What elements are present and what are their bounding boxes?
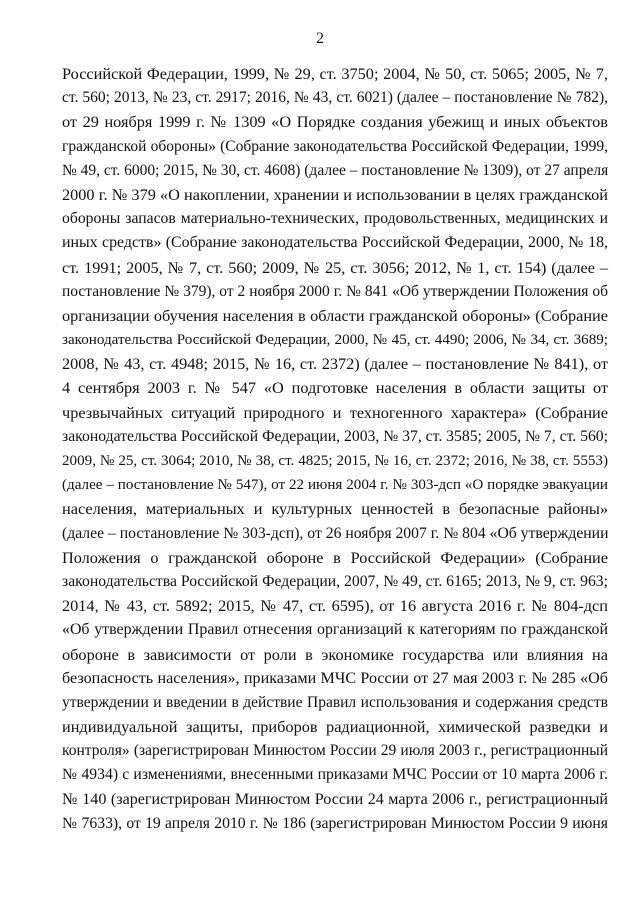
text-line: № 140 (зарегистрирован Минюстом России 24 марта 2006 г., регистрационный	[62, 790, 608, 808]
text-line: 2008, № 43, ст. 4948; 2015, № 16, ст. 2372) (далее – постановление № 841), от	[62, 354, 608, 374]
text-line: индивидуальной защиты, приборов радиационной, химической разведки и	[62, 717, 608, 737]
text-line: обороны запасов материально-технических, продовольственных, медицинских и	[62, 210, 608, 228]
text-line: 2009, № 25, ст. 3064; 2010, № 38, ст. 4825; 2015, № 16, ст. 2372; 2016, № 38, ст. 5553)	[62, 453, 608, 469]
text-line: утверждении и введении в действие Правил использования и содержания средств	[62, 693, 608, 711]
text-line: 2014, № 43, ст. 5892; 2015, № 47, ст. 6595), от 16 августа 2016 г. № 804-дсп	[62, 596, 608, 616]
text-line: Российской Федерации, 1999, № 29, ст. 3750; 2004, № 50, ст. 5065; 2005, № 7,	[62, 64, 608, 83]
text-line: № 4934) с изменениями, внесенными приказами МЧС России от 10 марта 2006 г.	[62, 766, 608, 784]
text-line: законодательства Российской Федерации, 2000, № 45, ст. 4490; 2006, № 34, ст. 3689;	[62, 332, 608, 349]
text-line: ст. 1991; 2005, № 7, ст. 560; 2009, № 25, ст. 3056; 2012, № 1, ст. 154) (далее –	[62, 257, 608, 277]
text-line: Положения о гражданской обороне в Российской Федерации» (Собрание	[62, 547, 608, 567]
text-line: № 7633), от 19 апреля 2010 г. № 186 (зарегистрирован Минюстом России 9 июня	[62, 814, 608, 832]
text-line: ст. 560; 2013, № 23, ст. 2917; 2016, № 43, ст. 6021) (далее – постановление № 782),	[62, 89, 608, 107]
text-line: организации обучения населения в области гражданской обороны» (Собрание	[62, 305, 608, 325]
text-line: № 49, ст. 6000; 2015, № 30, ст. 4608) (далее – постановление № 1309), от 27 апреля	[62, 161, 609, 179]
text-line: 2000 г. № 379 «О накоплении, хранении и использовании в целях гражданской	[62, 184, 608, 204]
text-line: населения, материальных и культурных ценностей в безопасные районы»	[62, 499, 608, 519]
text-line: безопасность населения», приказами МЧС России от 27 мая 2003 г. № 285 «Об	[62, 669, 608, 687]
text-line: контроля» (зарегистрирован Минюстом России 29 июля 2003 г., регистрационный	[62, 742, 608, 760]
text-line: законодательства Российской Федерации, 2007, № 49, ст. 6165; 2013, № 9, ст. 963;	[62, 572, 608, 590]
text-line: обороне в зависимости от роли в экономике государства или влияния на	[62, 644, 608, 664]
text-line: чрезвычайных ситуаций природного и техногенного характера» (Собрание	[62, 402, 608, 422]
text-line: от 29 ноября 1999 г. № 1309 «О Порядке создания убежищ и иных объектов	[62, 112, 608, 132]
text-line: гражданской обороны» (Собрание законодательства Российской Федерации, 1999,	[62, 137, 608, 155]
body-text	[62, 62, 608, 836]
text-line: иных средств» (Собрание законодательства Российской Федерации, 2000, № 18,	[62, 234, 608, 252]
text-line: (далее – постановление № 547), от 22 июня 2004 г. № 303-дсп «О порядке эвакуации	[62, 477, 608, 494]
text-line: «Об утверждении Правил отнесения организаций к категориям по гражданской	[62, 621, 608, 639]
text-line: 4 сентября 2003 г. № 547 «О подготовке населения в области защиты от	[62, 378, 608, 398]
text-line: законодательства Российской Федерации, 2003, № 37, ст. 3585; 2005, № 7, ст. 560;	[62, 427, 608, 445]
page-number: 2	[316, 30, 324, 47]
text-line: (далее – постановление № 303-дсп), от 26 ноября 2007 г. № 804 «Об утверждении	[62, 524, 609, 542]
text-line: постановление № 379), от 2 ноября 2000 г. № 841 «Об утверждении Положения об	[62, 282, 608, 300]
